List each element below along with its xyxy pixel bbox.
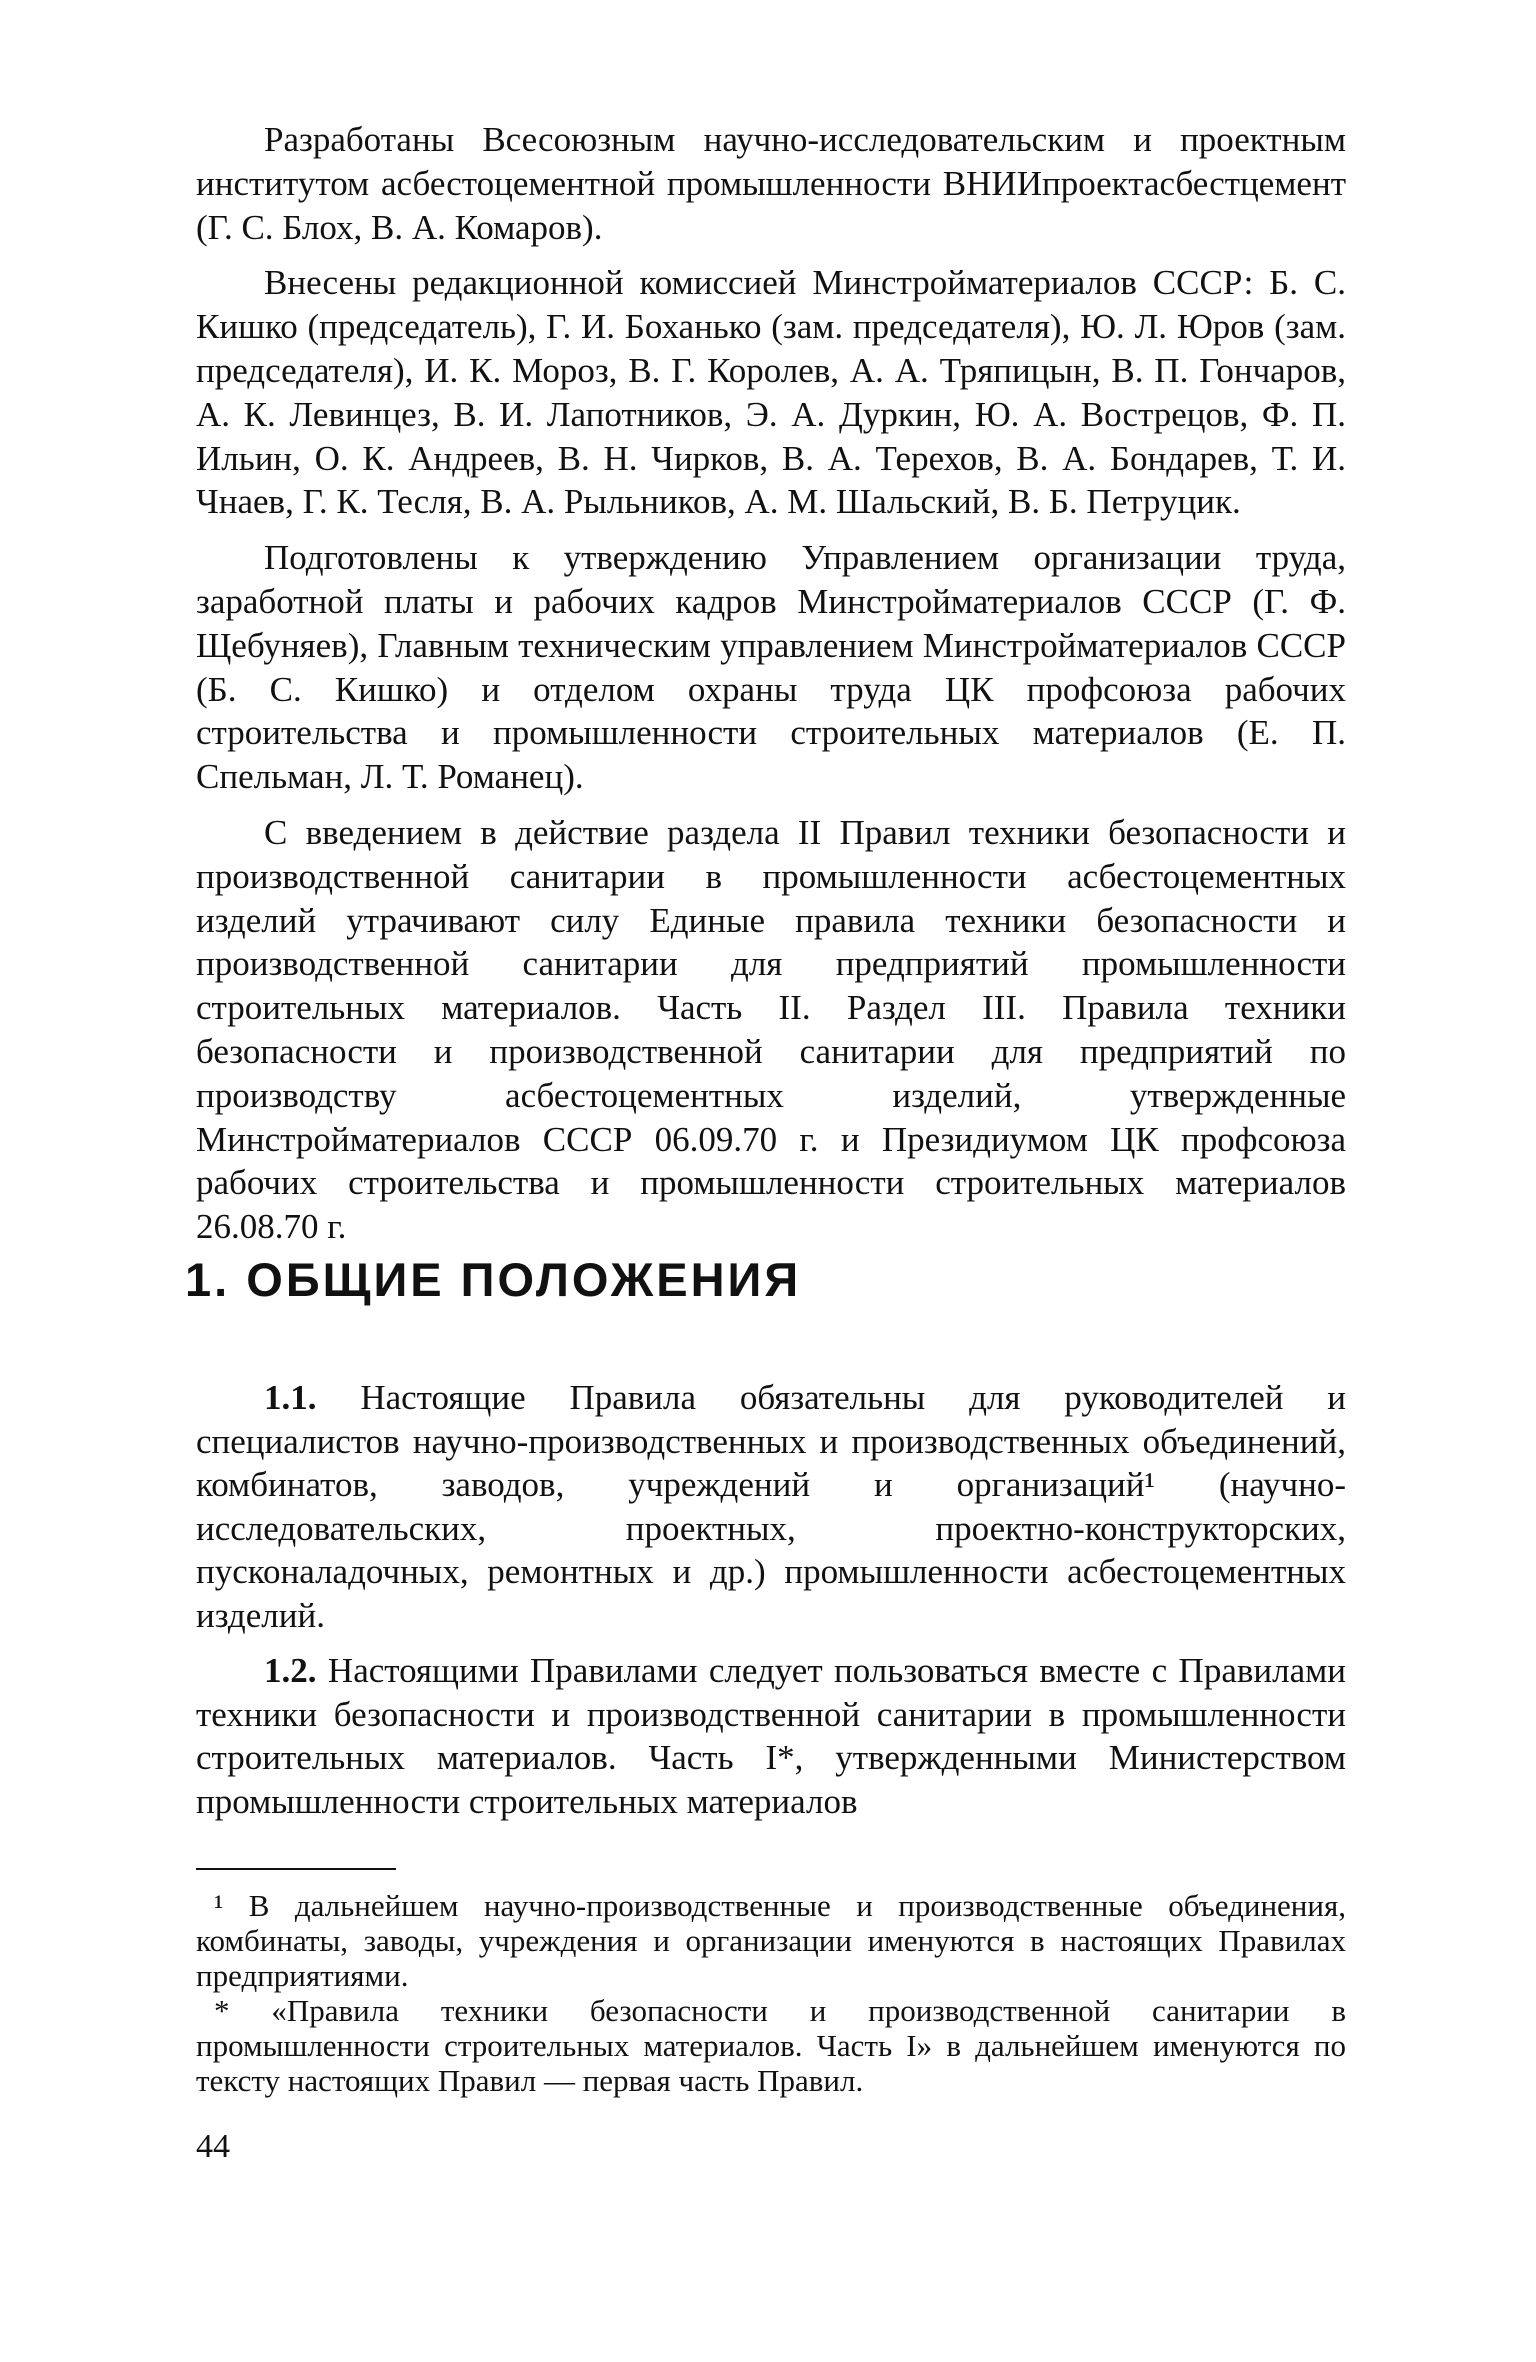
front-matter [196,118,1346,1261]
footnote-divider [196,1868,396,1870]
clause-text: Настоящие Правила обязательны для руководителей и специалистов научно-производственных и производственных объединений, комбинатов, заводов, учреждений и организаций¹ (научно-исследовательских, проектных, проектно-конструкторских, пусконаладочных, ремонтных и др.) промышленности асбестоцементных изделий. [196,1378,1346,1635]
clause-number: 1.1. [264,1378,317,1417]
footnote-1: ¹ В дальнейшем научно-производственные и производственные объединения, комбинаты, заводы, учреждения и организации именуются в настоящих Правилах предприятиями. [196,1888,1346,1993]
developed-by-paragraph: Разработаны Всесоюзным научно-исследовательским и проектным институтом асбестоцементной промышленности ВНИИпроектасбестцемент (Г. С. Блох, В. А. Комаров). [196,120,1346,247]
clause-number: 1.2. [264,1651,317,1690]
clause-text: Настоящими Правилами следует пользоваться вместе с Правилами техники безопасности и производственной санитарии в промышленности строительных материалов. Часть I*, утвержденными Министерством промышленности строительных материалов [196,1651,1346,1821]
section-body [196,1376,1346,1835]
introduced-by-paragraph: Внесены редакционной комиссией Минстройматериалов СССР: Б. С. Кишко (председатель), Г. И. Боханько (зам. председателя), Ю. Л. Юров (зам. председателя), И. К. Мороз, В. Г. Королев, А. А. Тряпицын, В. П. Гончаров, А. К. Левинцез, В. И. Лапотников, Э. А. Дуркин, Ю. А. Вострецов, Ф. П. Ильин, О. К. Андреев, В. Н. Чирков, В. А. Терехов, В. А. Бондарев, Т. И. Чнаев, Г. К. Тесля, В. А. Рыльников, А. М. Шальский, В. Б. Петруцик. [196,263,1346,522]
section-heading: 1. ОБЩИЕ ПОЛОЖЕНИЯ [185,1253,802,1306]
footnote-asterisk: * «Правила техники безопасности и производственной санитарии в промышленности строительных материалов. Часть I» в дальнейшем именуются по тексту настоящих Правил — первая часть Правил. [196,1993,1346,2098]
supersedes-paragraph: С введением в действие раздела II Правил техники безопасности и производственной санитарии в промышленности асбестоцементных изделий утрачивают силу Единые правила техники безопасности и производственной санитарии для предприятий промышленности строительных материалов. Часть II. Раздел III. Правила техники безопасности и производственной санитарии для предприятий по производству асбестоцементных изделий, утвержденные Минстройматериалов СССР 06.09.70 г. и Президиумом ЦК профсоюза рабочих строительства и промышленности строительных материалов 26.08.70 г. [196,812,1346,1247]
clause-1-1 [196,1376,1346,1637]
page-number: 44 [196,2128,230,2165]
clause-1-2 [196,1649,1346,1823]
footnotes [196,1888,1346,2098]
prepared-by-paragraph: Подготовлены к утверждению Управлением организации труда, заработной платы и рабочих кадров Минстройматериалов СССР (Г. Ф. Щебуняев), Главным техническим управлением Минстройматериалов СССР (Б. С. Кишко) и отделом охраны труда ЦК профсоюза рабочих строительства и промышленности строительных материалов (Е. П. Спельман, Л. Т. Романец). [196,538,1346,797]
